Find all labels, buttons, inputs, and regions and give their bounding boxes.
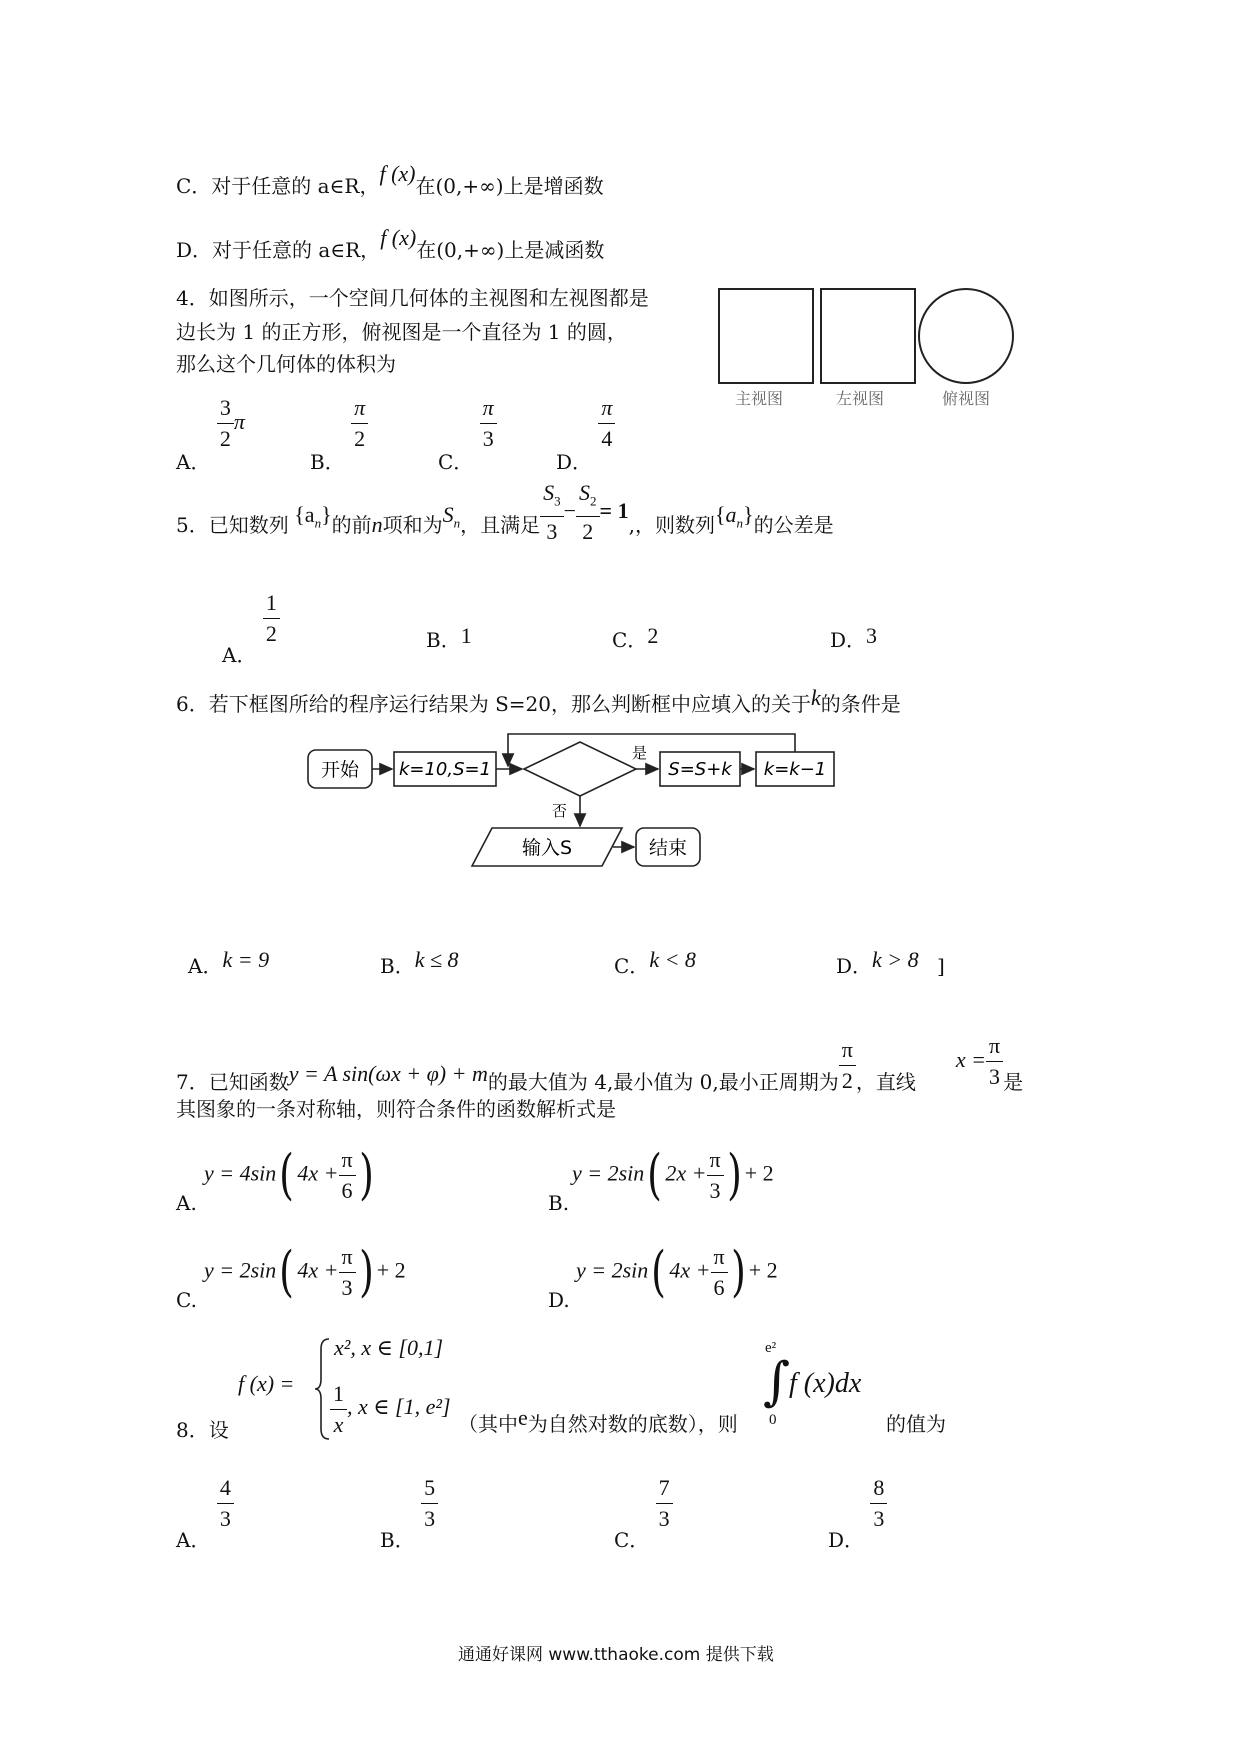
stray-bracket: ] — [937, 954, 945, 978]
q5-option-c: C．2 — [612, 623, 659, 652]
flow-init-label: k=10,S=1 — [398, 759, 492, 780]
q7-option-d: D. y = 2sin( 4x + $\frac{\pi}{6}$ ) + 2 — [548, 1240, 778, 1312]
q8-label: 8．设 — [176, 1418, 229, 1442]
q4-option-d: D． $\frac{\pi}{4}$ — [556, 395, 615, 452]
flowchart — [300, 728, 840, 898]
q7-stem-line-1: 7．已知函数y = A sin(ωx + φ) + m的最大值为 4,最小值为 0,最小正周期为 $\frac{\pi}{2}$ ，直线x = $\frac{\pi}{3}$ 是 — [176, 1033, 1024, 1094]
q4-option-b: B． $\frac{\pi}{2}$ — [310, 395, 368, 452]
q8-stem: （其中e为自然对数的底数），则 — [458, 1405, 738, 1436]
q8-option-a: A． $\frac{4}{3}$ — [176, 1475, 234, 1532]
q6-stem: 6．若下框图所给的程序运行结果为 S=20，那么判断框中应填入的关于k的条件是 — [176, 685, 901, 716]
q5-stem: 5．已知数列 $\{a_n\}$的前n项和为$S_n$，且满足 $\frac{S_3}{3}$ − $\frac{S_2}{2}$ = 1,，则数列$\{a_n\}$的公差是 — [176, 480, 834, 545]
q5-option-a: A． $\frac{1}{2}$ — [222, 590, 280, 647]
flow-assign-s-label: S=S+k — [668, 759, 732, 780]
q8-option-d: D． $\frac{8}{3}$ — [828, 1475, 887, 1532]
front-view-square — [719, 289, 813, 383]
page-footer: 通通好课网 www.tthaoke.com 提供下载 — [458, 1645, 774, 1665]
q3-option-c: C．对于任意的 a∈R，f (x)在(0,+∞)上是增函数 — [176, 161, 604, 198]
q6-option-a: A．k = 9 — [188, 947, 270, 978]
q4-stem-line-3: 那么这个几何体的体积为 — [176, 352, 396, 376]
side-view-square — [821, 289, 915, 383]
flow-no-label: 否 — [552, 802, 568, 820]
caption-top-view: 俯视图 — [942, 389, 991, 408]
q4-option-c: C． $\frac{\pi}{3}$ — [438, 395, 497, 452]
q4-option-a: A． $\frac{3}{2}$ π — [176, 395, 245, 474]
q7-stem-line-2: 其图象的一条对称轴，则符合条件的函数解析式是 — [176, 1097, 616, 1121]
flow-assign-k-label: k=k−1 — [763, 759, 827, 780]
q8-suffix: 的值为 — [886, 1412, 946, 1436]
q5-option-b: B．1 — [426, 623, 472, 652]
caption-front-view: 主视图 — [735, 389, 784, 408]
q6-option-b: B．k ≤ 8 — [380, 947, 459, 978]
flow-input-label: 输入S — [521, 837, 573, 859]
q7-option-b: B. y = 2sin( 2x + $\frac{\pi}{3}$ ) + 2 — [548, 1143, 774, 1215]
flow-start-label: 开始 — [320, 759, 360, 781]
q8-option-b: B． $\frac{5}{3}$ — [380, 1475, 438, 1532]
q8-option-c: C． $\frac{7}{3}$ — [614, 1475, 673, 1532]
q7-option-a: A. y = 4sin( 4x + $\frac{\pi}{6}$ ) — [176, 1143, 374, 1215]
q3-option-d: D．对于任意的 a∈R，f (x)在(0,+∞)上是减函数 — [176, 225, 605, 262]
flow-end-label: 结束 — [648, 837, 688, 859]
q6-option-c: C．k < 8 — [614, 947, 696, 978]
top-view-circle — [919, 289, 1013, 383]
q6-option-d: D．k > 8 ] — [836, 947, 945, 978]
flow-decision-diamond — [524, 742, 636, 796]
q4-stem-line-1: 4．如图所示，一个空间几何体的主视图和左视图都是 — [176, 286, 649, 310]
q7-option-c: C. y = 2sin( 4x + $\frac{\pi}{3}$ ) + 2 — [176, 1240, 406, 1312]
q4-stem-line-2: 边长为 1 的正方形，俯视图是一个直径为 1 的圆， — [176, 320, 627, 344]
caption-side-view: 左视图 — [836, 389, 885, 408]
q5-option-d: D．3 — [830, 623, 878, 652]
flow-yes-label: 是 — [632, 744, 648, 762]
